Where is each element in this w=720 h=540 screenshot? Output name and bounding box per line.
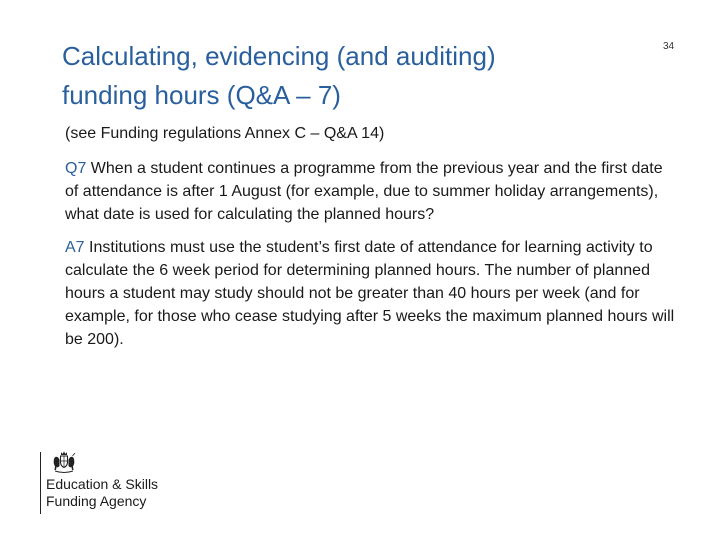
answer-paragraph	[65, 236, 680, 351]
page-number: 34	[663, 41, 675, 52]
royal-coat-of-arms-icon	[50, 450, 78, 474]
question-text: When a student continues a programme from the previous year and the first date of attendance is after 1 August (for example, due to summer holiday arrangements), what date is used for calculating the planned hours?	[65, 160, 663, 223]
slide-title-line-2: funding hours (Q&A – 7)	[62, 80, 341, 110]
slide-title	[62, 37, 662, 115]
question-paragraph	[65, 157, 680, 226]
logo-divider	[40, 452, 41, 514]
logo-wordmark	[46, 476, 158, 510]
answer-text: Institutions must use the student’s first date of attendance for learning activity to calculate the 6 week period for determining planned hours. The number of planned hours a student may study should not be greater than 40 hours per week (and for example, for those who cease studying after 5 weeks the maximum planned hours will be 200).	[65, 239, 675, 348]
logo-line-2: Funding Agency	[46, 493, 147, 509]
annex-reference: (see Funding regulations Annex C – Q&A 14)	[65, 125, 385, 142]
esfa-logo	[38, 448, 198, 514]
slide-title-line-1: Calculating, evidencing (and auditing)	[62, 41, 496, 71]
logo-line-1: Education & Skills	[46, 476, 159, 492]
slide-body	[65, 122, 680, 351]
answer-label: A7	[65, 239, 85, 256]
question-label: Q7	[65, 160, 87, 177]
